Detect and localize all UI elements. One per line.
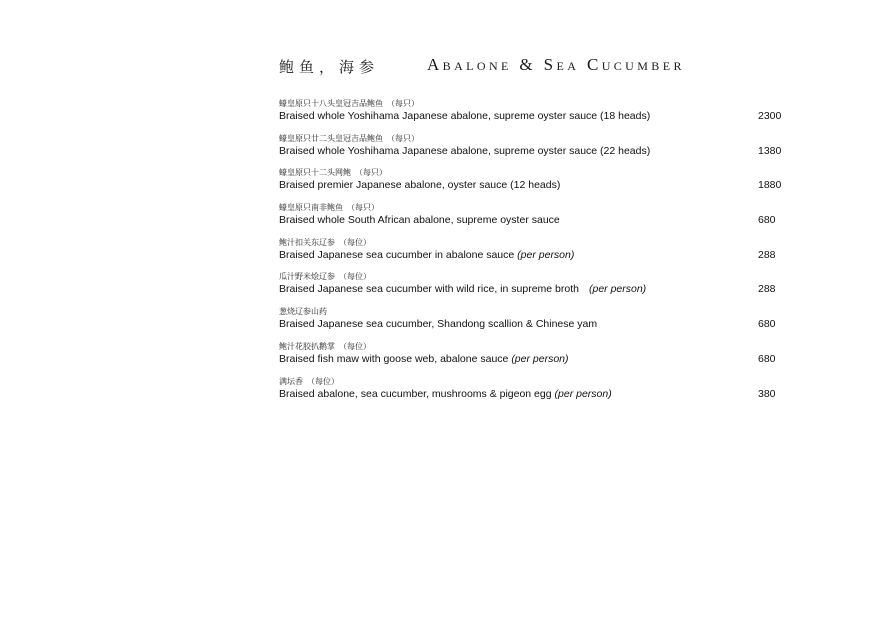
dish-name-chinese: 鲍汁扣关东辽参 [279, 237, 335, 247]
portion-note-chinese: （每位） [339, 341, 371, 351]
menu-item-list [279, 98, 789, 410]
menu-item [279, 376, 789, 411]
portion-note-english: (per person) [588, 283, 647, 296]
portion-note-english: (per person) [517, 248, 575, 261]
menu-item [279, 341, 789, 376]
section-title-chinese: 鲍鱼，海参 [279, 58, 380, 76]
section-heading [279, 55, 759, 79]
dish-price: 680 [758, 214, 776, 227]
portion-note-chinese: （每只） [387, 99, 419, 108]
dish-name-english: Braised Japanese sea cucumber, Shandong scallion & Chinese yam [279, 318, 598, 331]
dish-name-chinese: 蠔皇原只南非鲍鱼 [279, 203, 343, 213]
portion-note-chinese: （每只） [347, 203, 379, 213]
dish-name-english: Braised Japanese sea cucumber with wild rice, in supreme broth [279, 283, 579, 296]
dish-name-chinese: 蠔皇原只十二头网鲍 [279, 168, 351, 178]
dish-name-chinese: 瓜汁野米烩辽参 [279, 272, 335, 282]
dish-price: 1880 [758, 179, 782, 192]
dish-name-chinese: 鲍汁花胶扒鹅掌 [279, 341, 335, 351]
menu-item [279, 167, 789, 202]
dish-name-chinese: 蠔皇原只十八头皇冠吉品鲍鱼 [279, 99, 383, 108]
dish-name-english: Braised whole Yoshihama Japanese abalone, supreme oyster sauce (18 heads) [279, 110, 651, 122]
dish-price: 380 [758, 387, 776, 400]
portion-note-chinese: （每只） [355, 168, 387, 178]
portion-note-english: (per person) [554, 387, 612, 400]
dish-price: 288 [758, 248, 776, 261]
dish-price: 1380 [758, 144, 782, 157]
section-title-english: Abalone & Sea Cucumber [427, 55, 685, 74]
dish-price: 2300 [758, 110, 782, 122]
portion-note-chinese: （每位） [339, 237, 371, 247]
dish-name-english: Braised fish maw with goose web, abalone sauce [279, 352, 509, 365]
menu-item [279, 133, 789, 168]
dish-name-english: Braised premier Japanese abalone, oyster sauce (12 heads) [279, 179, 561, 192]
dish-name-chinese: 葱烧辽参山药 [279, 307, 327, 317]
dish-name-english: Braised Japanese sea cucumber in abalone sauce [279, 248, 515, 261]
menu-item [279, 306, 789, 341]
menu-item [279, 271, 789, 306]
portion-note-english: (per person) [511, 352, 569, 365]
menu-item [279, 237, 789, 272]
dish-price: 288 [758, 283, 776, 296]
dish-name-chinese: 蠔皇原只廿二头皇冠吉品鲍鱼 [279, 133, 383, 143]
dish-price: 680 [758, 352, 776, 365]
dish-name-english: Braised whole Yoshihama Japanese abalone, supreme oyster sauce (22 heads) [279, 144, 651, 157]
menu-item [279, 98, 789, 133]
dish-name-english: Braised abalone, sea cucumber, mushrooms & pigeon egg [279, 387, 552, 400]
dish-price: 680 [758, 318, 776, 331]
portion-note-chinese: （每只） [387, 133, 419, 143]
portion-note-chinese: （每位） [307, 376, 339, 386]
dish-name-english: Braised whole South African abalone, supreme oyster sauce [279, 214, 560, 227]
portion-note-chinese: （每位） [339, 272, 371, 282]
dish-name-chinese: 满坛香 [279, 376, 303, 386]
menu-item [279, 202, 789, 237]
